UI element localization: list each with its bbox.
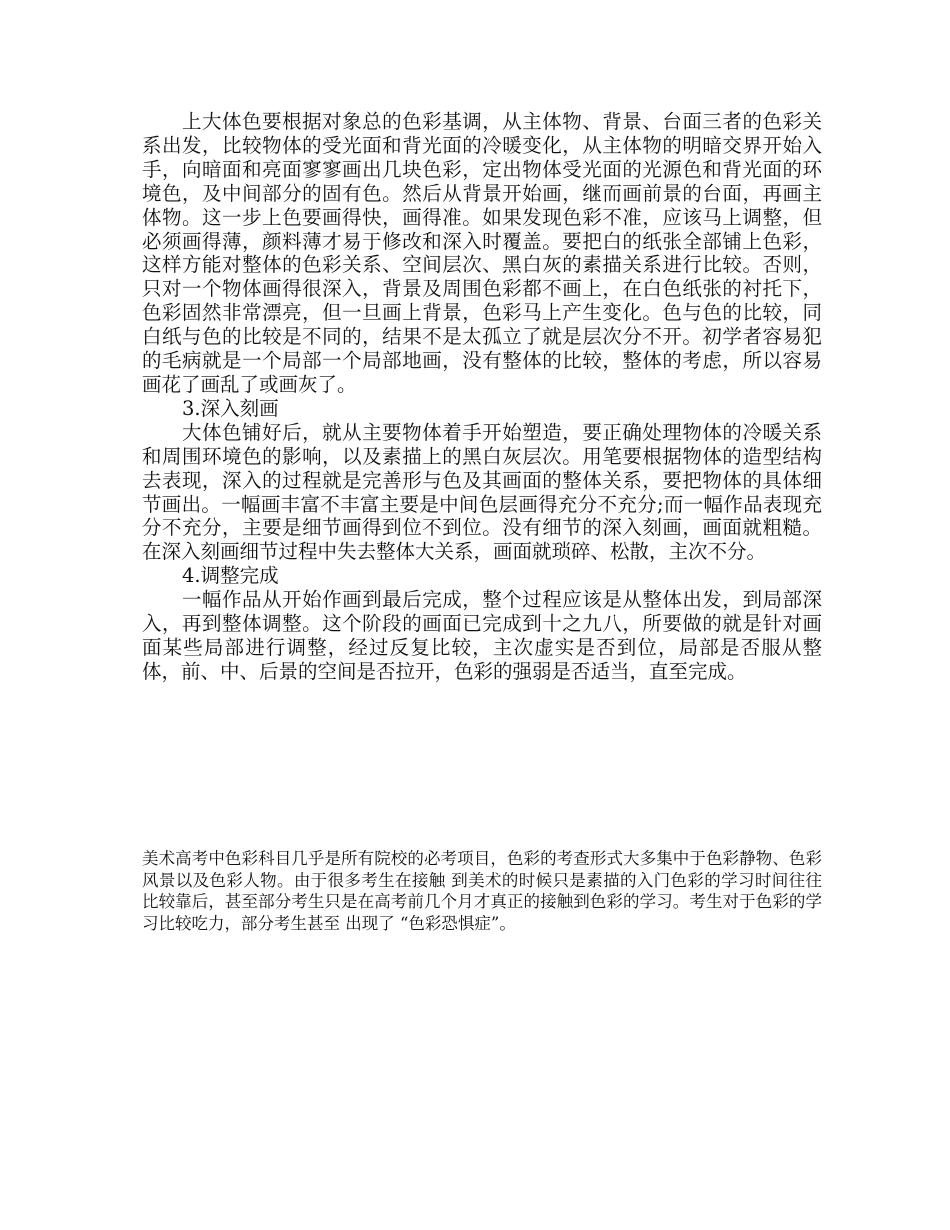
article-body bbox=[142, 110, 822, 684]
heading-adjust-complete: 4.调整完成 bbox=[182, 564, 279, 588]
paragraph-adjust-complete: 一幅作品从开始作画到最后完成，整个过程应该是从整体出发，到局部深入，再到整体调整。这个阶段的画面已完成到十之九八，所要做的就是针对画面某些局部进行调整，经过反复比较，主次虚实是否到位，局部是否服从整体，前、中、后景的空间是否拉开，色彩的强弱是否适当，直至完成。 bbox=[142, 588, 822, 683]
footer-note-text: 美术高考中色彩科目几乎是所有院校的必考项目，色彩的考查形式大多集中于色彩静物、色彩风景以及色彩人物。由于很多考生在接触 到美术的时候只是素描的入门色彩的学习时间往往比较靠后，甚至部分考生只是在高考前几个月才真正的接触到色彩的学习。考生对于色彩的学习比较吃力，部分考生甚至 出现了 “色彩恐惧症”。 bbox=[142, 849, 822, 933]
heading-deep-depiction: 3.深入刻画 bbox=[182, 396, 279, 420]
footer-note bbox=[142, 848, 822, 934]
paragraph-deep-depiction: 大体色铺好后，就从主要物体着手开始塑造，要正确处理物体的冷暖关系和周围环境色的影响，以及素描上的黑白灰层次。用笔要根据物体的造型结构去表现，深入的过程就是完善形与色及其画面的整体关系，要把物体的具体细节画出。一幅画丰富不丰富主要是中间色层画得充分不充分;而一幅作品表现充分不充分，主要是细节画得到位不到位。没有细节的深入刻画，画面就粗糙。在深入刻画细节过程中失去整体大关系，画面就琐碎、松散，主次不分。 bbox=[142, 420, 822, 564]
paragraph-base-color: 上大体色要根据对象总的色彩基调，从主体物、背景、台面三者的色彩关系出发，比较物体的受光面和背光面的冷暖变化，从主体物的明暗交界开始入手，向暗面和亮面寥寥画出几块色彩，定出物体受光面的光源色和背光面的环境色，及中间部分的固有色。然后从背景开始画，继而画前景的台面，再画主体物。这一步上色要画得快，画得准。如果发现色彩不准，应该马上调整，但必须画得薄，颜料薄才易于修改和深入时覆盖。要把白的纸张全部铺上色彩，这样方能对整体的色彩关系、空间层次、黑白灰的素描关系进行比较。否则，只对一个物体画得很深入，背景及周围色彩都不画上，在白色纸张的衬托下，色彩固然非常漂亮，但一旦画上背景，色彩马上产生变化。色与色的比较，同白纸与色的比较是不同的，结果不是太孤立了就是层次分不开。初学者容易犯的毛病就是一个局部一个局部地画，没有整体的比较，整体的考虑，所以容易画花了画乱了或画灰了。 bbox=[142, 110, 822, 396]
